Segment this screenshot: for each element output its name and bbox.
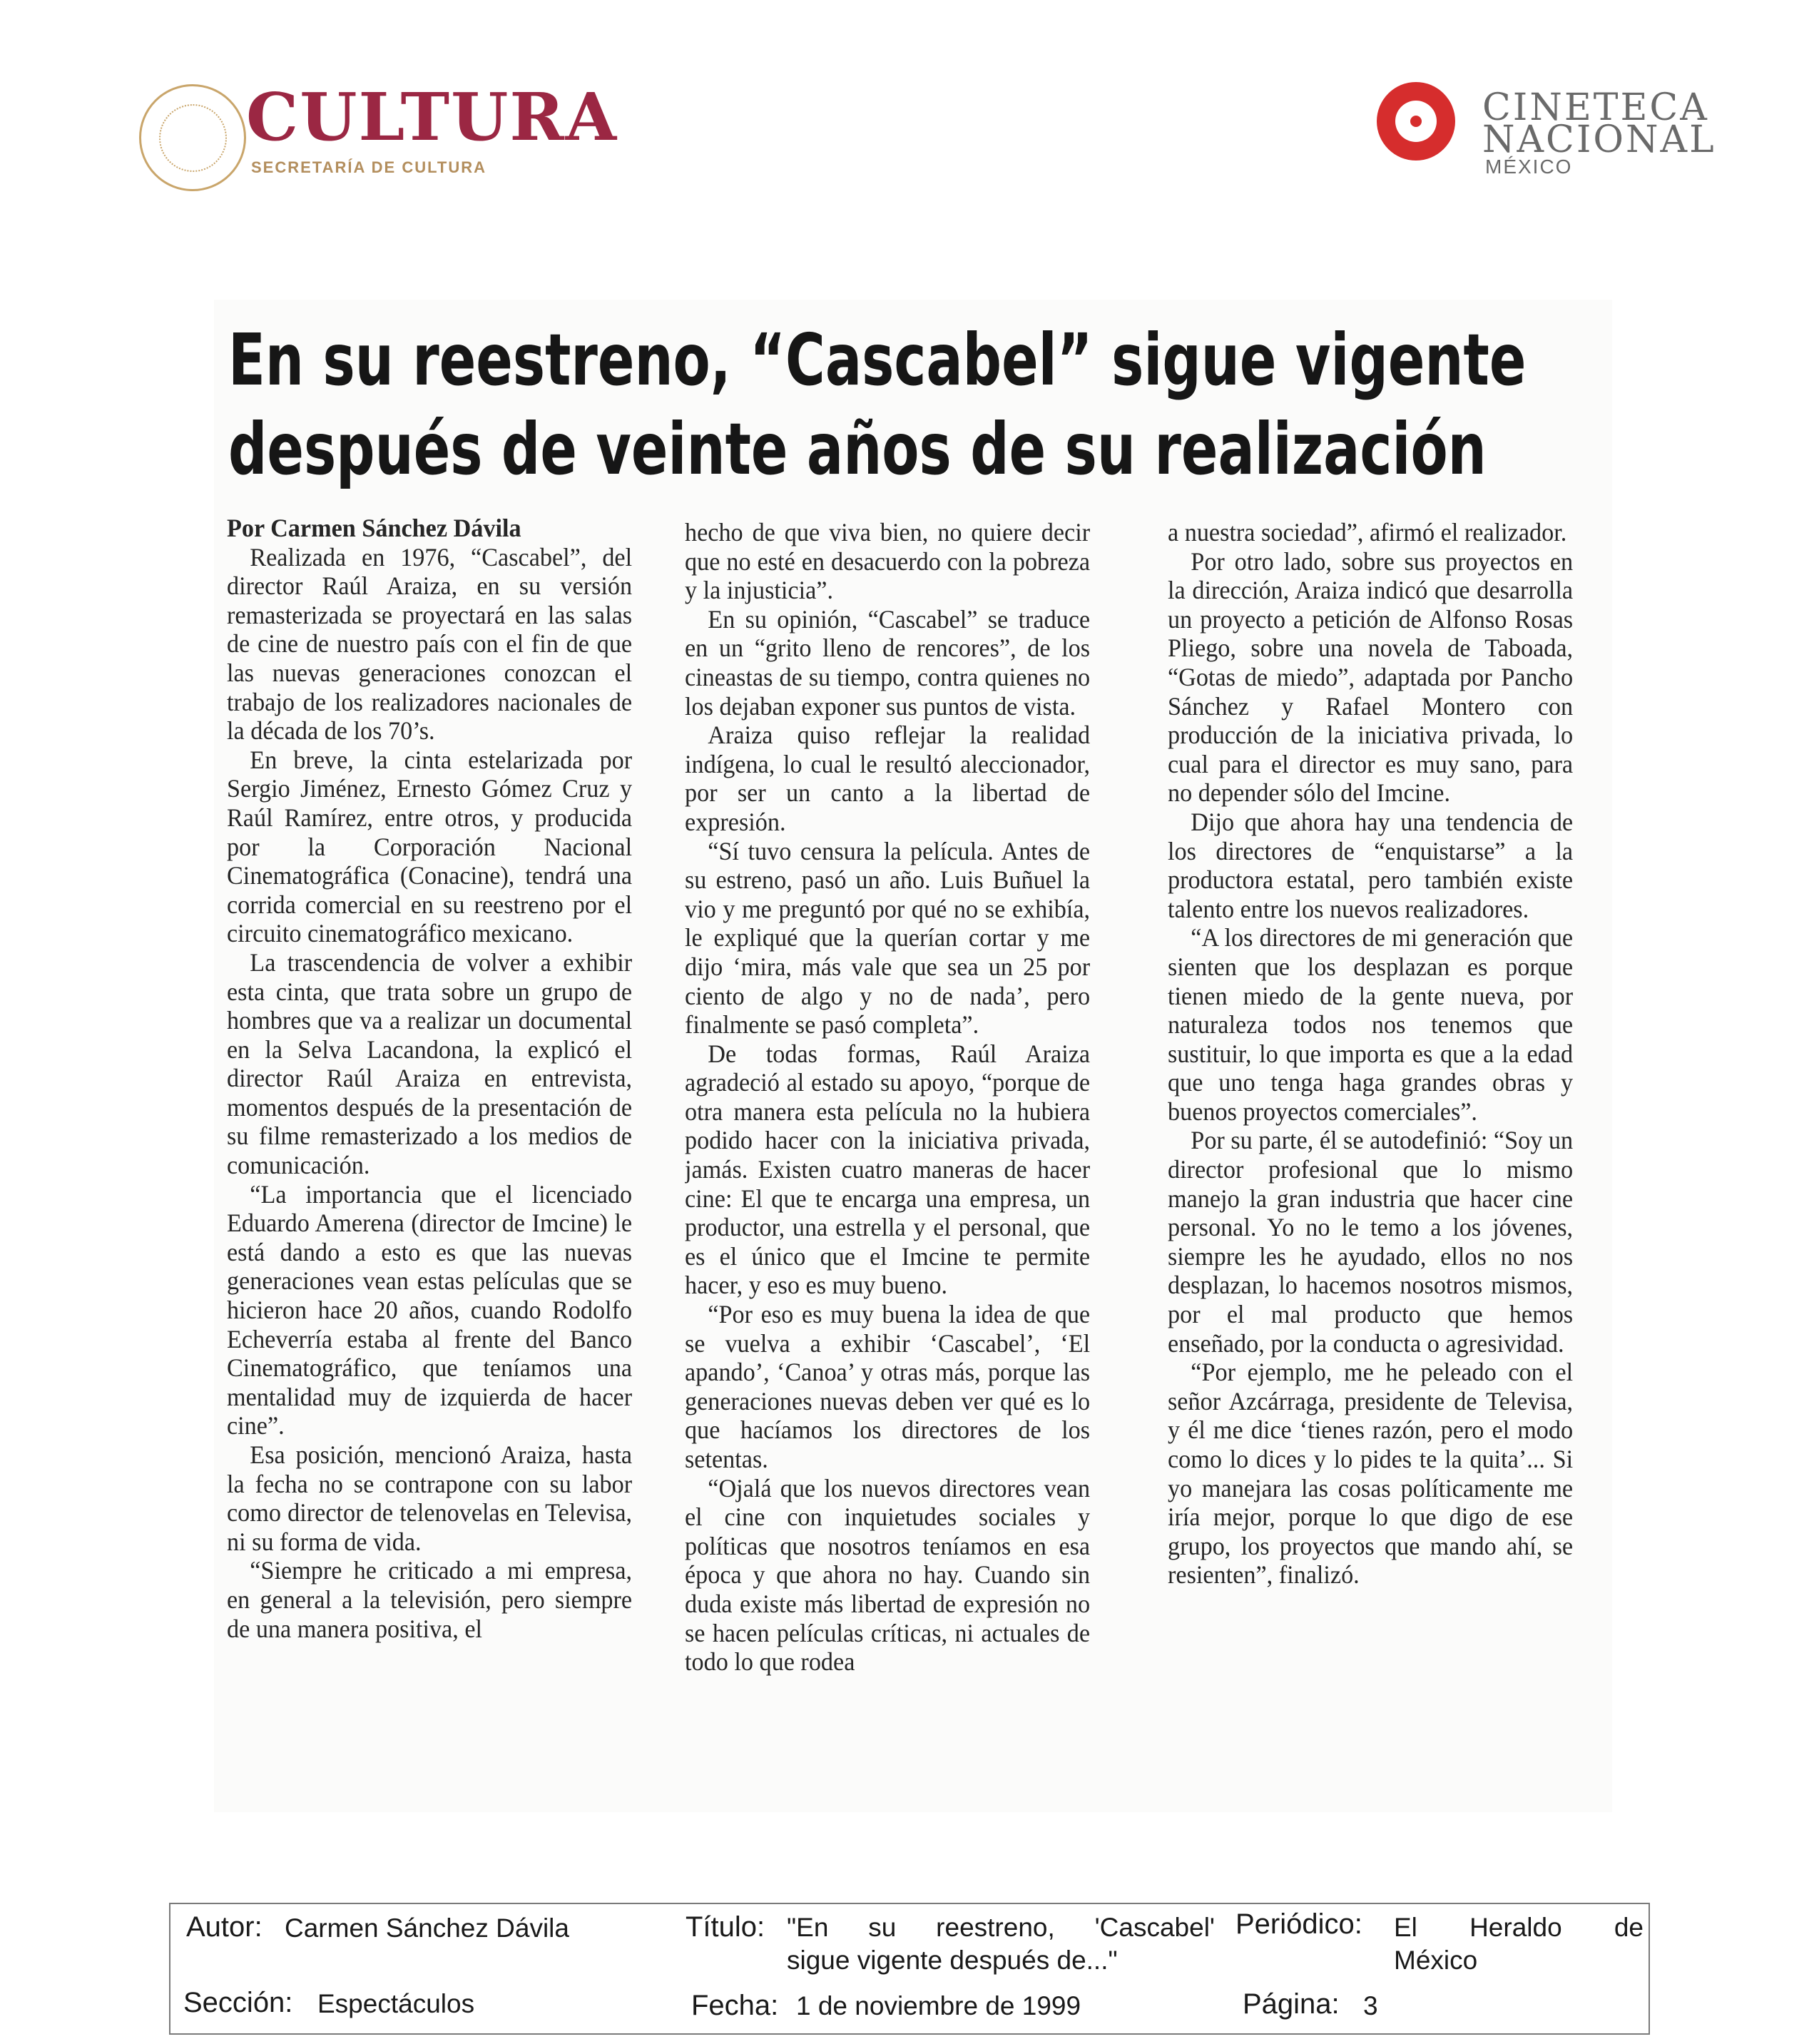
paragraph-continuation: a nuestra sociedad”, afirmó el realizador. bbox=[1168, 518, 1567, 546]
paragraph: “La importancia que el licenciado Eduardo Amerena (director de Imcine) le está dando a esto es que las nuevas generaciones vean estas películas que se hicieron hace 20 años, cuando Rodolfo Echeverría estaba al frente del Banco Cinematográfico, que teníamos una mentalidad muy de izquierda de hacer cine”. bbox=[227, 1179, 633, 1440]
autor-value: Carmen Sánchez Dávila bbox=[285, 1913, 569, 1943]
paragraph: “Por eso es muy buena la idea de que se vuelva a exhibir ‘Cascabel’, ‘El apando’, ‘Canoa’ y otras más, porque las generaciones nuevas deben ver qué es lo que hacíamos los directores de los setentas. bbox=[685, 1300, 1091, 1473]
headline-line-1: En su reestreno, “Cascabel” sigue vigente bbox=[228, 318, 1527, 402]
seccion-value: Espectáculos bbox=[317, 1989, 475, 2018]
fecha-value: 1 de noviembre de 1999 bbox=[796, 1991, 1081, 2020]
cineteca-logo-line1: CINETECA bbox=[1482, 86, 1709, 129]
fecha-label: Fecha: bbox=[691, 1990, 779, 2021]
film-reel-icon bbox=[1377, 82, 1455, 161]
article-headline bbox=[228, 315, 1527, 494]
paragraph: “Por ejemplo, me he peleado con el señor Azcárraga, presidente de Televisa, y él me dice ‘tienes razón, pero el modo como lo dices y lo pides te la quita’... Si yo manejara las cosas políticamente me iría mejor, porque lo que digo de ese grupo, los proyectos que mando ahí, se resienten”, finalizó. bbox=[1168, 1358, 1574, 1590]
titulo-label: Título: bbox=[686, 1911, 765, 1943]
page-header bbox=[0, 0, 1819, 243]
paragraph: “Siempre he criticado a mi empresa, en general a la televisión, pero siempre de una manera positiva, el bbox=[227, 1556, 633, 1643]
cineteca-logo-line3: MÉXICO bbox=[1485, 156, 1573, 178]
paragraph: Por otro lado, sobre sus proyectos en la dirección, Araiza indicó que desarrolla un proyecto a petición de Alfonso Rosas Pliego, sobre una novela de Taboada, “Gotas de miedo”, adaptada por Pancho Sánchez y Rafael Montero con producción de la iniciativa privada, lo cual para el director es muy sano, para no depender sólo del Imcine. bbox=[1168, 546, 1574, 808]
titulo-line-1: "En su reestreno, 'Cascabel' bbox=[787, 1913, 1215, 1942]
article-column-3 bbox=[1168, 518, 1573, 1811]
paragraph: De todas formas, Raúl Araiza agradeció al estado su apoyo, “porque de otra manera esta película no la hubiera podido hacer con la iniciativa privada, jamás. Existen cuatro maneras de hacer cine: El que te encarga una empresa, un productor, una estrella y el personal, que es el único que el Imcine te permite hacer, y eso es muy bueno. bbox=[685, 1039, 1091, 1300]
paragraph: “Ojalá que los nuevos directores vean el cine con inquietudes sociales y políticas que nosotros teníamos en esa época y que ahora no hay. Cuando sin duda existe más libertad de expresión no se hacen películas críticas, ni actuales de todo lo que rodea bbox=[685, 1473, 1091, 1677]
paragraph: Esa posición, mencionó Araiza, hasta la fecha no se contrapone con su labor como director de telenovelas en Televisa, ni su forma de vida. bbox=[227, 1440, 633, 1556]
cultura-logo-subtitle: SECRETARÍA DE CULTURA bbox=[251, 158, 487, 176]
article-column-2 bbox=[685, 518, 1090, 1811]
autor-label: Autor: bbox=[186, 1911, 263, 1943]
titulo-line-2: sigue vigente después de..." bbox=[787, 1946, 1118, 1975]
periodico-line-2: México bbox=[1394, 1946, 1478, 1975]
cultura-logo-text: CULTURA bbox=[246, 78, 618, 156]
pagina-value: 3 bbox=[1363, 1991, 1378, 2020]
paragraph: Araiza quiso reflejar la realidad indígena, lo cual le resultó aleccionador, por ser un canto a la libertad de expresión. bbox=[685, 721, 1091, 836]
paragraph: “Sí tuvo censura la película. Antes de su estreno, pasó un año. Luis Buñuel la vio y me preguntó por qué no se exhibía, le expliqué que la querían cortar y me dijo ‘mira, más vale que sea un 25 por ciento de algo y no de nada’, pero finalmente se pasó completa”. bbox=[685, 836, 1091, 1039]
paragraph-continuation: hecho de que viva bien, no quiere decir que no esté en desacuerdo con la pobreza y la injusticia”. bbox=[685, 518, 1091, 605]
headline-line-2: después de veinte años de su realización bbox=[228, 407, 1487, 491]
paragraph: Por su parte, él se autodefinió: “Soy un director profesional que lo mismo manejo la gran industria que hacer cine personal. Yo no le temo a los jóvenes, siempre les he ayudado, ellos no nos desplazan, lo hacemos nosotros mismos, por el mal producto que hemos enseñado, por la conducta o agresividad. bbox=[1168, 1126, 1574, 1358]
titulo-value bbox=[787, 1911, 1215, 1977]
national-seal-icon bbox=[139, 84, 246, 191]
article-byline: Por Carmen Sánchez Dávila bbox=[227, 514, 521, 542]
paragraph: En su opinión, “Cascabel” se traduce en un “grito lleno de rencores”, de los cineastas de su tiempo, contra quienes no los dejaban exponer sus puntos de vista. bbox=[685, 604, 1091, 721]
paragraph: En breve, la cinta estelarizada por Sergio Jiménez, Ernesto Gómez Cruz y Raúl Ramírez, entre otros, y producida por la Corporación Nacional Cinematográfica (Conacine), tendrá una corrida comercial en su reestreno por el circuito cinematográfico mexicano. bbox=[227, 745, 633, 948]
periodico-label: Periódico: bbox=[1235, 1908, 1362, 1940]
article-column-1 bbox=[227, 514, 632, 1806]
paragraph: Dijo que ahora hay una tendencia de los directores de “enquistarse” a la productora estatal, pero también existe talento entre los nuevos realizadores. bbox=[1168, 807, 1574, 923]
seccion-label: Sección: bbox=[183, 1987, 293, 2018]
paragraph: La trascendencia de volver a exhibir esta cinta, que trata sobre un grupo de hombres que va a realizar un documental en la Selva Lacandona, la explicó el director Raúl Araiza en entrevista, momentos después de la presentación de su filme remasterizado a los medios de comunicación. bbox=[227, 947, 633, 1180]
cineteca-logo-line2: NACIONAL bbox=[1482, 118, 1716, 161]
metadata-box bbox=[169, 1903, 1650, 2035]
paragraph: Realizada en 1976, “Cascabel”, del director Raúl Araiza, en su versión remasterizada se proyectará en las salas de cine de nuestro país con el fin de que las nuevas generaciones conozcan el trabajo de los realizadores nacionales de la década de los 70’s. bbox=[227, 542, 633, 746]
periodico-value bbox=[1394, 1911, 1644, 1977]
paragraph: “A los directores de mi generación que sienten que los desplazan es porque tienen miedo de la gente nueva, por naturaleza todos nos tenemos que sustituir, lo que importa es que a la edad que uno tenga haga grandes obras y buenos proyectos comerciales”. bbox=[1168, 923, 1574, 1126]
periodico-line-1: El Heraldo de bbox=[1394, 1913, 1644, 1942]
pagina-label: Página: bbox=[1243, 1988, 1340, 2020]
